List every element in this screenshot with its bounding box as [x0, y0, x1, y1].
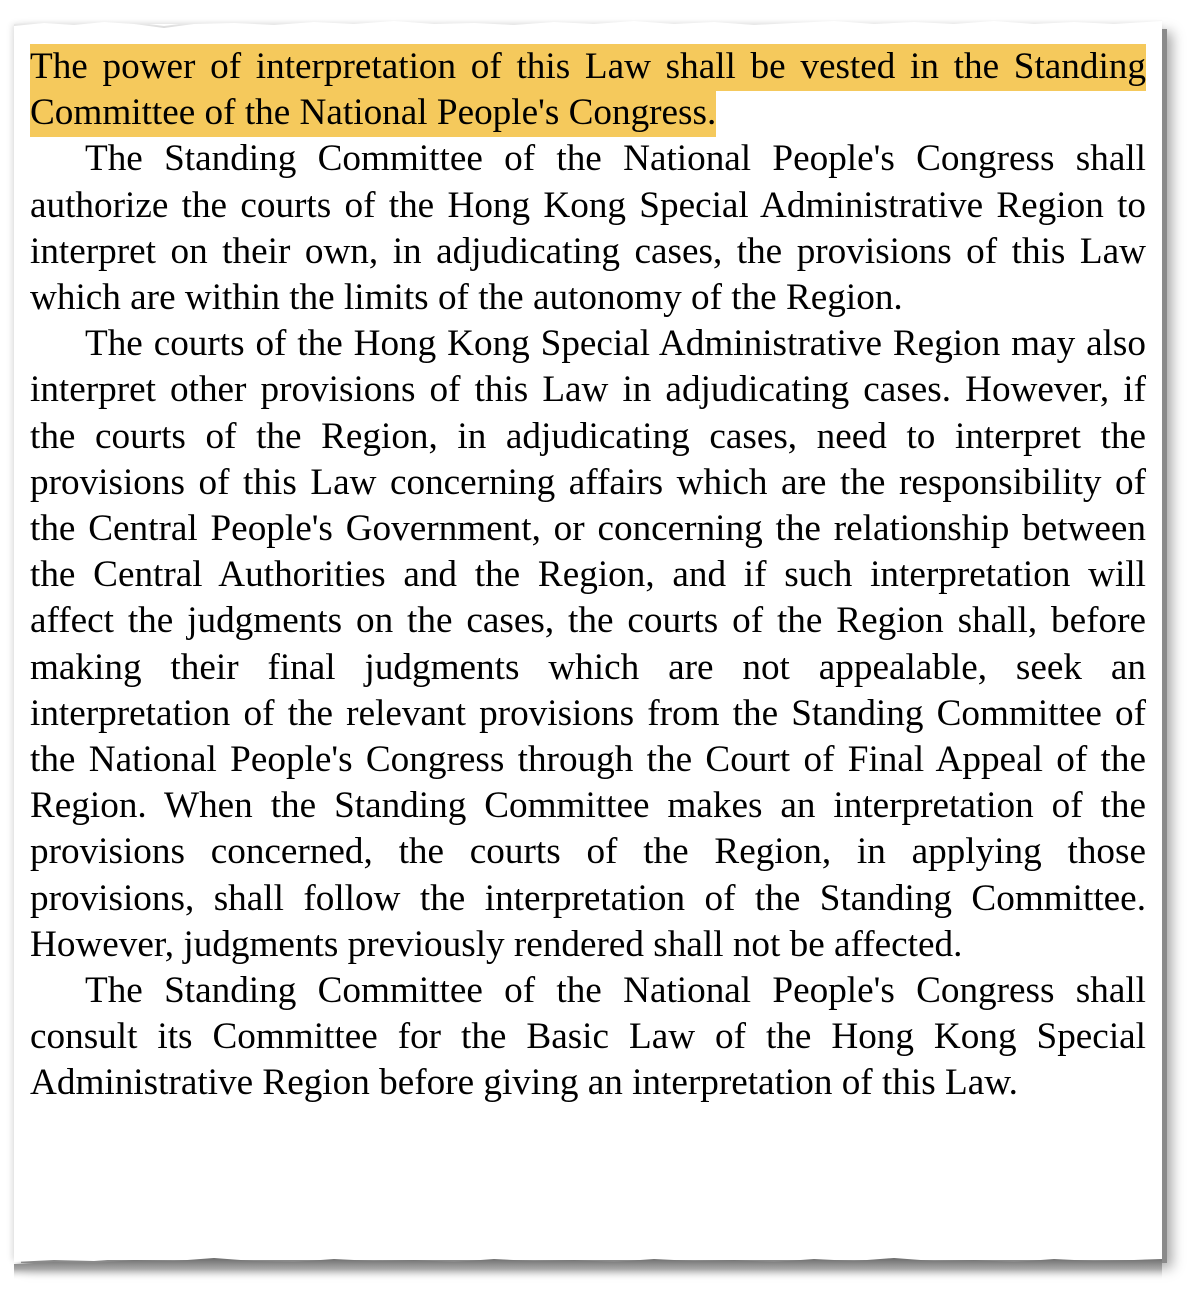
paragraph-authorization: The Standing Committee of the National People's Congress shall authorize the courts of the Hong Kong Special Administrative Region to interpret on their own, in adjudicating cases, the provisions of this Law which are within the limits of the autonomy of the Region.: [30, 138, 1146, 319]
torn-top-edge: [14, 10, 1162, 30]
torn-bottom-edge: [14, 1252, 1162, 1280]
paragraph-consultation: The Standing Committee of the National People's Congress shall consult its Committee for the Basic Law of the Hong Kong Special Administrative Region before giving an interpretation of this Law.: [30, 970, 1146, 1104]
highlighted-text: The power of interpretation of this Law shall be vested in the Standing Committee of the National People's Congress.: [30, 44, 1146, 137]
document-body: [30, 44, 1146, 1107]
torn-paper-excerpt: [14, 24, 1162, 1260]
paragraph-courts-interpretation: The courts of the Hong Kong Special Administrative Region may also interpret other provisions of this Law in adjudicating cases. However, if the courts of the Region, in adjudicating cases, need to interpret the provisions of this Law concerning affairs which are the responsibility of the Central People's Government, or concerning the relationship between the Central Authorities and the Region, and if such interpretation will affect the judgments on the cases, the courts of the Region shall, before making their final judgments which are not appealable, seek an interpretation of the relevant provisions from the Standing Committee of the National People's Congress through the Court of Final Appeal of the Region. When the Standing Committee makes an interpretation of the provisions concerned, the courts of the Region, in applying those provisions, shall follow the interpretation of the Standing Committee. However, judgments previously rendered shall not be affected.: [30, 323, 1146, 965]
highlighted-paragraph: [30, 44, 1146, 136]
